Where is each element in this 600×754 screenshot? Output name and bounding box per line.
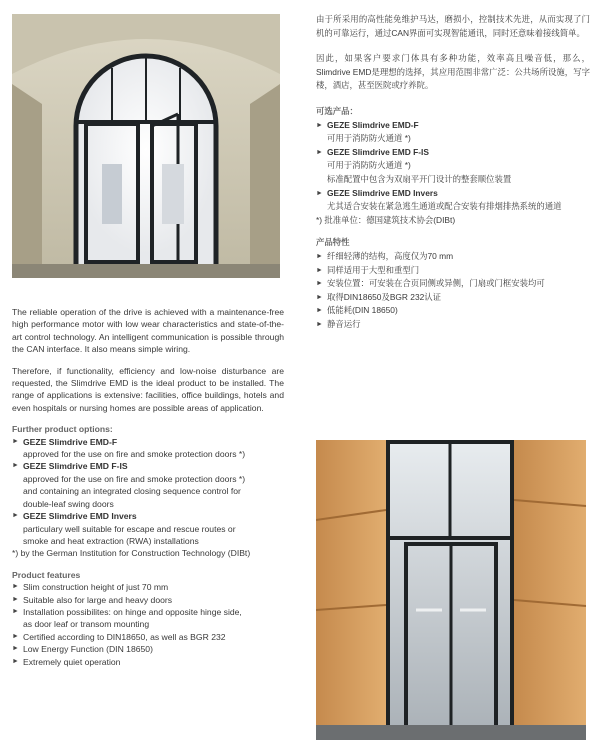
chinese-option [316, 146, 590, 160]
bullet-arrow-icon: ► [316, 266, 323, 274]
english-footnote: *) by the German Institution for Construction Technology (DIBt) [12, 548, 251, 559]
bullet-arrow-icon: ► [316, 148, 323, 156]
bullet-arrow-icon: ► [12, 462, 19, 470]
bullet-arrow-icon: ► [316, 252, 323, 260]
english-option [12, 510, 284, 522]
option-title: GEZE Slimdrive EMD-F [23, 436, 118, 447]
english-paragraph-1: The reliable operation of the drive is achieved with a maintenance-free high performance motor with low wear characteristics and state-of-the-art control technology. An intelligent communication is possible through the CAN interface. It also means simple wiring. [12, 307, 284, 355]
option-title: GEZE Slimdrive EMD-F [327, 119, 419, 130]
glass-door-photo [316, 440, 586, 740]
arched-door-photo [12, 14, 280, 278]
option-title: GEZE Slimdrive EMD F-IS [23, 461, 128, 472]
bullet-arrow-icon: ► [316, 293, 323, 301]
chinese-options-heading: 可选产品： [316, 105, 358, 116]
feature-item: ► 静音运行 [316, 318, 590, 332]
chinese-options-list [316, 119, 590, 214]
chinese-paragraph-2: 因此，如果客户要求门体具有多种功能，效率高且噪音低，那么，Slimdrive EMD是理想的选择，其应用范围非常广泛：公共场所设施，写字楼，酒店，甚至医院或疗养院。 [316, 53, 590, 91]
option-description: 标准配置中包含为双扇平开门设计的整套顺位装置 [327, 173, 512, 184]
bullet-arrow-icon: ► [316, 280, 323, 288]
chinese-features-heading: 产品特性 [316, 237, 350, 248]
english-features-heading: Product features [12, 569, 81, 580]
bullet-arrow-icon: ► [316, 189, 323, 197]
english-features-list [12, 581, 284, 668]
option-description: particulary well suitable for escape and rescue routes or [23, 523, 236, 534]
option-description: 尤其适合安装在紧急逃生通道或配合安装有排烟排热系统的通道 [327, 201, 562, 212]
bullet-arrow-icon: ► [316, 320, 323, 328]
feature-item: ► Slim construction height of just 70 mm [12, 582, 169, 593]
option-description: and containing an integrated closing sequence control for [23, 486, 241, 497]
feature-item: ► 安装位置：可安装在合页同侧或异侧，门扇或门框安装均可 [316, 277, 590, 291]
feature-item: ► 取得DIN18650及BGR 232认证 [316, 291, 590, 305]
chinese-features-list [316, 250, 590, 332]
english-paragraph-2: Therefore, if functionality, efficiency and low-noise disturbance are requested, the Slimdrive EMD is the ideal product to be installed. The range of applications is extensive: facilities, office buildings, hotels and even hospitals or nursing homes are possible areas of application. [12, 365, 284, 413]
english-options-list [12, 436, 284, 548]
option-description: double-leaf swing doors [23, 498, 114, 509]
feature-item: ► 纤细轻薄的结构，高度仅为70 mm [316, 250, 590, 264]
chinese-footnote: *) 批准单位：德国建筑技术协会(DIBt) [316, 214, 456, 225]
chinese-text-column [316, 13, 590, 331]
feature-item: ► Extremely quiet operation [12, 656, 121, 667]
option-description: approved for the use on fire and smoke protection doors *) [23, 473, 246, 484]
feature-item: ► Low Energy Function (DIN 18650) [12, 644, 153, 655]
bullet-arrow-icon: ► [12, 583, 19, 591]
option-description: 可用于消防防火通道 *) [327, 160, 411, 171]
option-description: smoke and heat extraction (RWA) installations [23, 535, 199, 546]
bullet-arrow-icon: ► [12, 607, 19, 615]
bullet-arrow-icon: ► [12, 512, 19, 520]
english-option [12, 436, 284, 448]
feature-item: ► Installation possibilites: on hinge and opposite hinge side, as door leaf or transom mounting [12, 606, 242, 630]
option-title: GEZE Slimdrive EMD Invers [327, 187, 438, 198]
bullet-arrow-icon: ► [12, 645, 19, 653]
feature-item: ► 低能耗(DIN 18650) [316, 304, 590, 318]
option-description: approved for the use on fire and smoke protection doors *) [23, 449, 246, 460]
bullet-arrow-icon: ► [316, 121, 323, 129]
option-description: 可用于消防防火通道 *) [327, 133, 411, 144]
feature-item: ► Certified according to DIN18650, as well as BGR 232 [12, 631, 226, 642]
english-option [12, 460, 284, 472]
english-options-heading: Further product options: [12, 424, 113, 435]
bullet-arrow-icon: ► [12, 595, 19, 603]
option-title: GEZE Slimdrive EMD Invers [23, 511, 137, 522]
bullet-arrow-icon: ► [12, 632, 19, 640]
bullet-arrow-icon: ► [12, 437, 19, 445]
option-title: GEZE Slimdrive EMD F-IS [327, 146, 429, 157]
chinese-option [316, 119, 590, 133]
chinese-paragraph-1: 由于所采用的高性能免维护马达，磨损小，控制技术先进，从而实现了门机的可靠运行，通过CAN界面可实现智能通讯，同时还意味着接线简单。 [316, 14, 590, 38]
bullet-arrow-icon: ► [316, 307, 323, 315]
feature-item: ► Suitable also for large and heavy doors [12, 594, 173, 605]
chinese-option [316, 187, 590, 201]
english-text-column [12, 306, 284, 668]
bullet-arrow-icon: ► [12, 657, 19, 665]
feature-item: ► 同样适用于大型和重型门 [316, 264, 590, 278]
